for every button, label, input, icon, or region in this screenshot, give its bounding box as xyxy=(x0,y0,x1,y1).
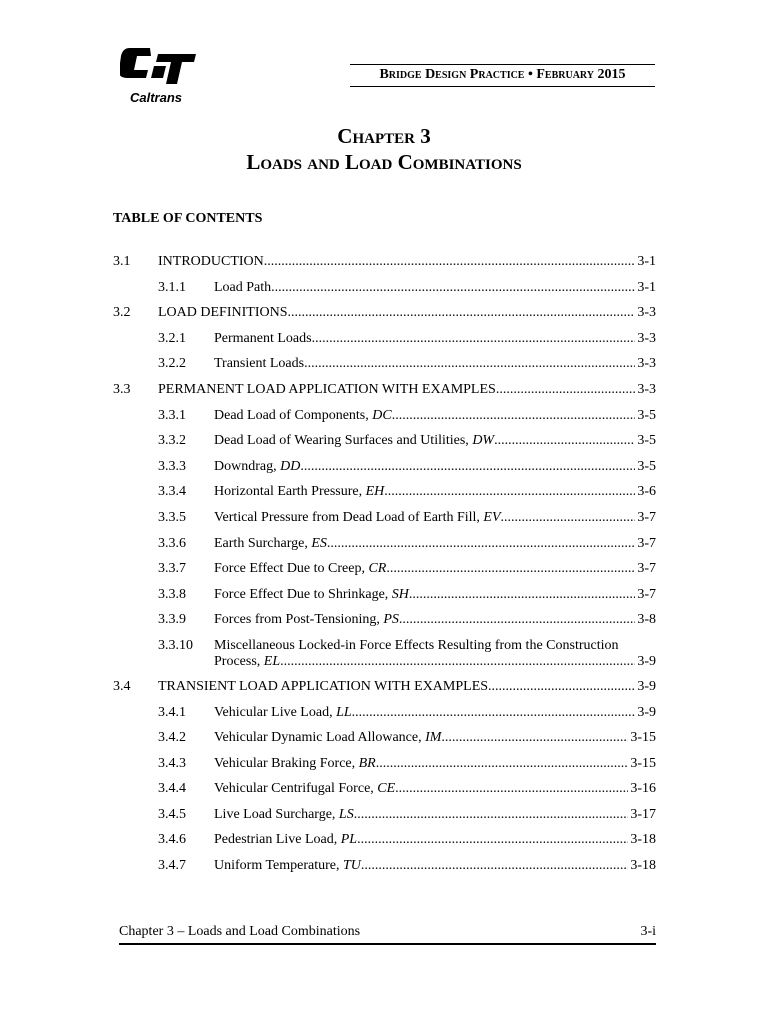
toc-entry[interactable] xyxy=(113,587,656,613)
toc-entry-symbol: EL xyxy=(263,653,281,669)
toc-entry-title: Live Load Surcharge, xyxy=(214,806,339,822)
toc-entry-symbol: EV xyxy=(483,509,501,525)
toc-entry-page: 3-9 xyxy=(637,678,656,694)
toc-entry-symbol: PS xyxy=(383,612,399,628)
toc-entry[interactable] xyxy=(113,679,656,705)
toc-entry[interactable] xyxy=(113,638,656,679)
toc-entry-title: Vehicular Centrifugal Force, xyxy=(214,781,378,797)
toc-entry-number: 3.1.1 xyxy=(158,279,186,295)
toc-entry-symbol: EH xyxy=(365,484,385,500)
page-footer xyxy=(119,924,656,945)
toc-entry-page: 3-17 xyxy=(630,806,656,822)
toc-entry-symbol: ES xyxy=(311,535,327,551)
toc-entry-page: 3-3 xyxy=(637,330,656,346)
footer-chapter-title: Chapter 3 – Loads and Load Combinations xyxy=(119,924,361,939)
toc-entry-page: 3-7 xyxy=(637,509,656,525)
dot-leader xyxy=(392,408,636,424)
toc-entry-page: 3-15 xyxy=(630,730,656,746)
chapter-title: Loads and Load Combinations xyxy=(246,150,522,174)
dot-leader xyxy=(352,705,636,721)
toc-entry[interactable] xyxy=(113,705,656,731)
dot-leader xyxy=(395,781,628,797)
toc-entry-title: Dead Load of Wearing Surfaces and Utilities, xyxy=(214,433,473,449)
toc-entry-number: 3.1 xyxy=(113,254,131,269)
toc-entry-title: Vehicular Dynamic Load Allowance, xyxy=(214,730,426,746)
toc-entry[interactable] xyxy=(113,536,656,562)
toc-entry[interactable] xyxy=(113,484,656,510)
toc-entry-page: 3-6 xyxy=(637,484,656,500)
toc-entry-symbol: PL xyxy=(340,832,358,848)
toc-entry-number: 3.4.1 xyxy=(158,704,186,720)
toc-entry-title: Earth Surcharge, xyxy=(214,535,312,551)
toc-entry[interactable] xyxy=(113,280,656,306)
toc-entry[interactable] xyxy=(113,612,656,638)
toc-entry-number: 3.2 xyxy=(113,305,131,321)
toc-entry[interactable] xyxy=(113,561,656,587)
toc-entry-number: 3.4.4 xyxy=(158,781,186,797)
dot-leader xyxy=(357,832,628,848)
toc-entry-number: 3.3.8 xyxy=(158,586,186,602)
toc-entry[interactable] xyxy=(113,459,656,485)
toc-entry-page: 3-8 xyxy=(637,612,656,628)
toc-entry-page: 3-1 xyxy=(637,254,656,269)
toc-entry[interactable] xyxy=(113,510,656,536)
dot-leader xyxy=(280,654,635,670)
toc-entry-number: 3.3.4 xyxy=(158,484,186,500)
toc-entry-number: 3.3.9 xyxy=(158,612,186,628)
toc-entry-number: 3.4.5 xyxy=(158,806,186,822)
toc-entry-symbol: DW xyxy=(472,433,495,449)
toc-entry-symbol: LS xyxy=(338,806,354,822)
toc-entry-page: 3-18 xyxy=(630,858,656,874)
dot-leader xyxy=(264,254,636,270)
toc-entry-title: TRANSIENT LOAD APPLICATION WITH EXAMPLES xyxy=(158,678,489,694)
dot-leader xyxy=(271,280,635,296)
toc-entry[interactable] xyxy=(113,730,656,756)
toc-entry[interactable] xyxy=(113,408,656,434)
toc-entry[interactable] xyxy=(113,356,656,382)
toc-entry-number: 3.3 xyxy=(113,381,131,397)
toc-entry-symbol: LL xyxy=(336,704,352,720)
dot-leader xyxy=(354,807,629,823)
toc-entry-page: 3-5 xyxy=(637,458,656,474)
toc-entry-page: 3-5 xyxy=(637,407,656,423)
toc-entry-number: 3.2.1 xyxy=(158,330,186,346)
toc-entry[interactable] xyxy=(113,305,656,331)
dot-leader xyxy=(361,858,628,874)
toc-entry-title: Vertical Pressure from Dead Load of Earth Fill, xyxy=(214,509,484,525)
toc-entry[interactable] xyxy=(113,807,656,833)
toc-entry-number: 3.3.2 xyxy=(158,433,186,449)
toc-entry-title: Vehicular Live Load, xyxy=(214,704,337,720)
svg-text:Caltrans: Caltrans xyxy=(130,90,183,105)
toc-entry-number: 3.2.2 xyxy=(158,356,186,372)
running-header: Bridge Design Practice • February 2015 xyxy=(350,64,655,87)
toc-entry-page: 3-9 xyxy=(637,653,656,669)
dot-leader xyxy=(327,536,635,552)
toc-entry-title: Vehicular Braking Force, xyxy=(214,755,359,771)
toc-entry-page: 3-9 xyxy=(637,704,656,720)
toc-entry-title: Permanent Loads xyxy=(214,330,312,346)
toc-entry-title: Horizontal Earth Pressure, xyxy=(214,484,366,500)
toc-entry-title: Force Effect Due to Creep, xyxy=(214,561,369,577)
toc-entry-symbol: BR xyxy=(358,755,376,771)
dot-leader xyxy=(501,510,636,526)
toc-entry-number: 3.3.10 xyxy=(158,637,193,653)
toc-entry-page: 3-7 xyxy=(637,586,656,602)
toc-entry-symbol: CE xyxy=(377,781,396,797)
toc-entry-title-line1: Miscellaneous Locked-in Force Effects Resulting from the Construction xyxy=(214,637,619,653)
toc-entry-title: Dead Load of Components, xyxy=(214,407,373,423)
table-of-contents xyxy=(113,254,656,884)
toc-entry[interactable] xyxy=(113,832,656,858)
dot-leader xyxy=(386,561,635,577)
toc-entry[interactable] xyxy=(113,382,656,408)
toc-entry-title: LOAD DEFINITIONS xyxy=(158,305,288,321)
toc-entry-page: 3-18 xyxy=(630,832,656,848)
toc-entry[interactable] xyxy=(113,756,656,782)
toc-entry-number: 3.3.5 xyxy=(158,509,186,525)
toc-entry-title: Uniform Temperature, xyxy=(214,858,343,874)
toc-entry-title: Load Path xyxy=(214,279,272,295)
toc-entry-symbol: CR xyxy=(368,561,387,577)
toc-entry-title: Pedestrian Live Load, xyxy=(214,832,341,848)
toc-entry-number: 3.3.3 xyxy=(158,458,186,474)
dot-leader xyxy=(399,612,635,628)
dot-leader xyxy=(300,459,635,475)
toc-entry-symbol: DC xyxy=(372,407,392,423)
toc-entry[interactable] xyxy=(113,331,656,357)
toc-entry-page: 3-3 xyxy=(637,356,656,372)
toc-entry-page: 3-3 xyxy=(637,305,656,321)
toc-entry-page: 3-3 xyxy=(637,381,656,397)
toc-entry-number: 3.4 xyxy=(113,678,131,694)
dot-leader xyxy=(288,305,636,321)
toc-entry-symbol: SH xyxy=(391,586,409,602)
toc-entry-number: 3.4.2 xyxy=(158,730,186,746)
toc-entry-number: 3.4.7 xyxy=(158,858,186,874)
toc-entry-title: Forces from Post-Tensioning, xyxy=(214,612,384,628)
toc-entry-title: Process, xyxy=(214,653,264,669)
toc-entry-page: 3-7 xyxy=(637,535,656,551)
toc-entry-page: 3-5 xyxy=(637,433,656,449)
toc-entry-page: 3-1 xyxy=(637,279,656,295)
toc-entry-page: 3-15 xyxy=(630,755,656,771)
toc-entry-number: 3.4.6 xyxy=(158,832,186,848)
dot-leader xyxy=(384,484,635,500)
toc-entry-title: Force Effect Due to Shrinkage, xyxy=(214,586,392,602)
toc-entry[interactable] xyxy=(113,433,656,459)
dot-leader xyxy=(488,679,635,695)
toc-entry-number: 3.4.3 xyxy=(158,755,186,771)
dot-leader xyxy=(496,382,636,398)
dot-leader xyxy=(409,587,635,603)
toc-entry-symbol: IM xyxy=(425,730,442,746)
toc-entry-title: Transient Loads xyxy=(214,356,305,372)
dot-leader xyxy=(376,756,629,772)
toc-entry-title: PERMANENT LOAD APPLICATION WITH EXAMPLES xyxy=(158,381,496,397)
toc-entry-page: 3-7 xyxy=(637,561,656,577)
dot-leader xyxy=(304,356,635,372)
toc-entry-title: INTRODUCTION xyxy=(158,254,264,269)
toc-entry-number: 3.3.1 xyxy=(158,407,186,423)
toc-entry[interactable] xyxy=(113,858,656,884)
toc-entry-symbol: DD xyxy=(280,458,301,474)
footer-page-number: 3-i xyxy=(640,924,656,939)
dot-leader xyxy=(494,433,635,449)
toc-entry-number: 3.3.7 xyxy=(158,561,186,577)
toc-entry[interactable] xyxy=(113,254,656,280)
toc-heading: TABLE OF CONTENTS xyxy=(113,211,263,226)
chapter-label: Chapter 3 xyxy=(337,124,431,148)
toc-entry-page: 3-16 xyxy=(630,781,656,797)
toc-entry-title: Downdrag, xyxy=(214,458,281,474)
dot-leader xyxy=(312,331,636,347)
caltrans-logo xyxy=(120,44,200,106)
toc-entry-symbol: TU xyxy=(343,858,361,874)
dot-leader xyxy=(441,730,628,746)
toc-entry-number: 3.3.6 xyxy=(158,535,186,551)
toc-entry[interactable] xyxy=(113,781,656,807)
